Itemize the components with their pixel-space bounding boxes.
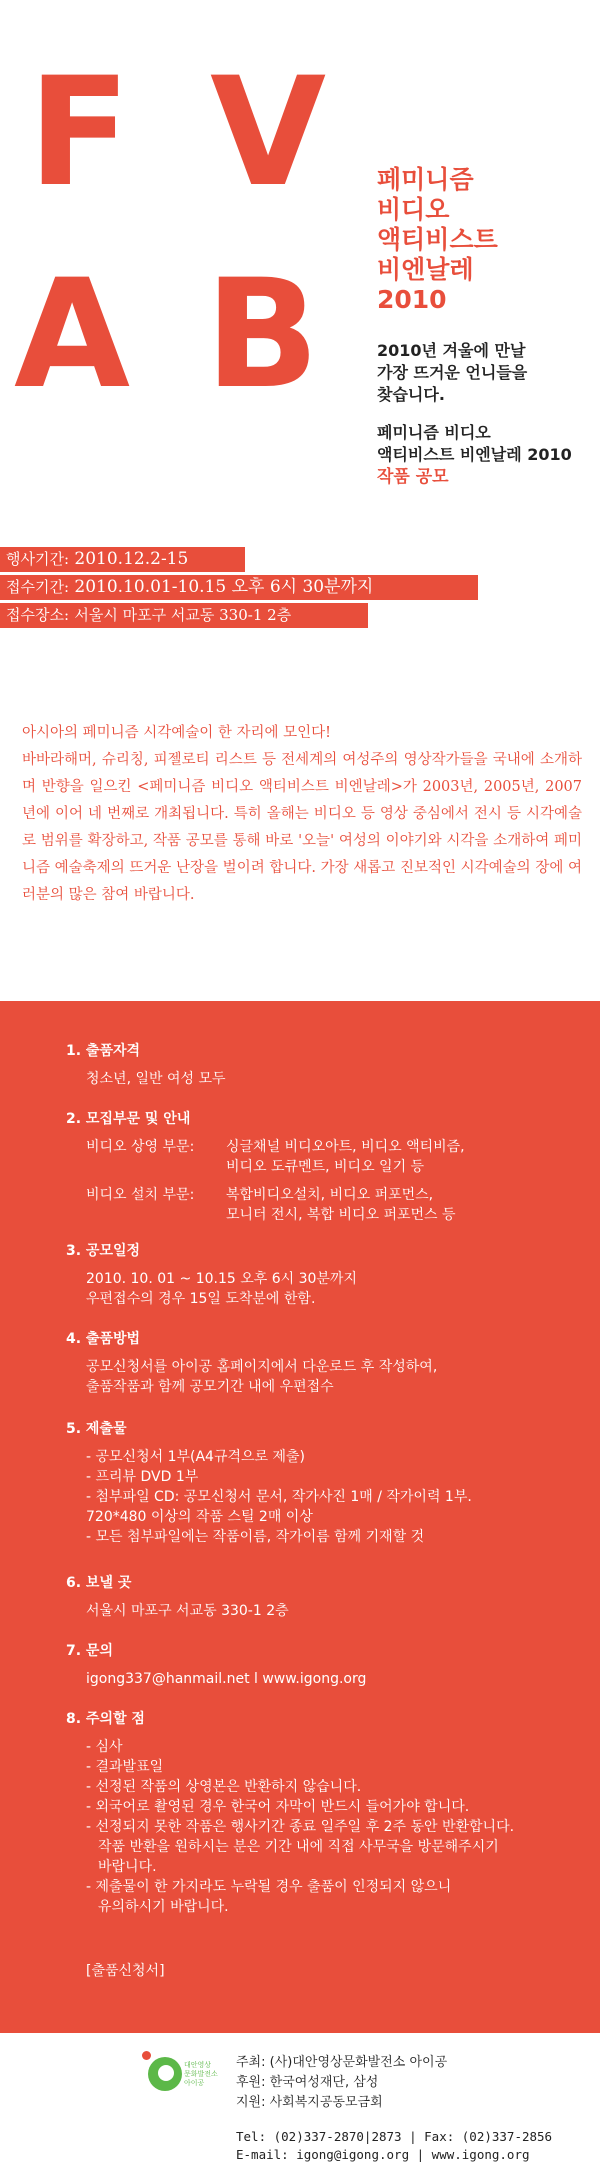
list-item: - 공모신청서 1부(A4규격으로 제출) bbox=[86, 1449, 306, 1465]
section-categories bbox=[66, 1109, 586, 1225]
host-line: 주최: (사)대안영상문화발전소 아이공 bbox=[236, 2055, 448, 2070]
guidelines-section bbox=[0, 1001, 600, 2033]
list-item: - 외국어로 촬영된 경우 한국어 자막이 반드시 들어가야 합니다. bbox=[86, 1799, 470, 1815]
submission-period-label: 접수기간: bbox=[6, 578, 70, 596]
section-body: 우편접수의 경우 15일 도착분에 한함. bbox=[86, 1291, 316, 1307]
description-lead: 아시아의 페미니즘 시각예술이 한 자리에 모인다! bbox=[22, 725, 332, 741]
festival-description bbox=[22, 720, 582, 909]
list-item: - 선정된 작품의 상영본은 반환하지 않습니다. bbox=[86, 1779, 362, 1795]
application-form-link-wrap bbox=[66, 1961, 586, 1981]
support-line: 지원: 사회복지공동모금회 bbox=[236, 2095, 383, 2110]
list-item: 720*480 이상의 작품 스틸 2매 이상 bbox=[86, 1509, 313, 1525]
intro-block bbox=[377, 340, 572, 488]
list-item: - 심사 bbox=[86, 1739, 123, 1755]
section-method bbox=[66, 1329, 586, 1397]
intro-line: 가장 뜨거운 언니들을 bbox=[377, 363, 528, 382]
section-title: 6. 보낼 곳 bbox=[66, 1575, 132, 1591]
section-title: 1. 출품자격 bbox=[66, 1043, 141, 1059]
festival-title-line: 페미니즘 bbox=[377, 165, 474, 194]
list-item: - 선정되지 못한 작품은 행사기간 종료 일주일 후 2주 동안 반환합니다. bbox=[86, 1819, 515, 1835]
list-item: 바랍니다. bbox=[98, 1859, 157, 1875]
festival-title bbox=[377, 165, 498, 315]
section-title: 4. 출품방법 bbox=[66, 1331, 141, 1347]
submission-period-bar bbox=[0, 575, 478, 600]
list-item: - 모든 첨부파일에는 작품이름, 작가이름 함께 기재할 것 bbox=[86, 1529, 425, 1545]
sponsor-line: 후원: 한국여성재단, 삼성 bbox=[236, 2075, 379, 2090]
event-period-label: 행사기간: bbox=[6, 550, 70, 568]
section-title: 3. 공모일정 bbox=[66, 1243, 141, 1259]
logo-letter-b: B bbox=[205, 248, 320, 422]
footer-contact bbox=[236, 2128, 552, 2164]
logo-letter-f: F bbox=[28, 46, 131, 220]
section-title: 5. 제출물 bbox=[66, 1421, 127, 1437]
footer bbox=[0, 2033, 600, 2178]
section-eligibility bbox=[66, 1041, 586, 1089]
list-item: - 결과발표일 bbox=[86, 1759, 164, 1775]
section-title: 7. 문의 bbox=[66, 1643, 113, 1659]
footer-organizers bbox=[236, 2053, 447, 2113]
logo-letter-a: A bbox=[14, 248, 131, 422]
intro-line: 찾습니다. bbox=[377, 385, 445, 404]
section-title: 2. 모집부문 및 안내 bbox=[66, 1111, 191, 1127]
category-label: 비디오 상영 부문: bbox=[86, 1139, 195, 1155]
festival-title-line: 비엔날레 bbox=[377, 255, 474, 284]
submission-place-bar bbox=[0, 603, 368, 628]
section-body: 서울시 마포구 서교동 330-1 2층 bbox=[86, 1603, 289, 1619]
section-body: 출품작품과 함께 공모기간 내에 우편접수 bbox=[86, 1379, 334, 1395]
submission-period-value: 2010.10.01-10.15 오후 6시 30분까지 bbox=[74, 577, 374, 597]
application-form-link[interactable]: [출품신청서] bbox=[86, 1963, 165, 1979]
section-body: 2010. 10. 01 ~ 10.15 오후 6시 30분까지 bbox=[86, 1271, 357, 1287]
section-body: 공모신청서를 아이공 홈페이지에서 다운로드 후 작성하여, bbox=[86, 1359, 438, 1375]
submission-place-value: 서울시 마포구 서교동 330-1 2층 bbox=[74, 606, 292, 624]
event-period-bar bbox=[0, 547, 245, 572]
festival-title-year: 2010 bbox=[377, 285, 447, 314]
section-submissions bbox=[66, 1419, 586, 1547]
category-label: 비디오 설치 부문: bbox=[86, 1187, 195, 1203]
submission-place-label: 접수장소: bbox=[6, 606, 70, 624]
section-schedule bbox=[66, 1241, 586, 1309]
tel-fax-line: Tel: (02)337-2870|2873 | Fax: (02)337-2856 bbox=[236, 2129, 553, 2144]
list-item: 유의하시기 바랍니다. bbox=[98, 1899, 229, 1915]
category-value: 모니터 전시, 복합 비디오 퍼포먼스 등 bbox=[226, 1207, 456, 1223]
description-body: 바바라해머, 슈리칭, 피젤로티 리스트 등 전세계의 여성주의 영상작가들을 국내에 소개하며 반향을 일으킨 <페미니즘 비디오 액티비스트 비엔날레>가 2003년, 2005년, 2007년에 이어 네 번째로 개최됩니다. 특히 올해는 비디오 등 영상 중심에서 전시 등 시각예술로 범위를 확장하고, 작품 공모를 통해 바로 '오늘' 여성의 이야기와 시각을 소개하여 페미니즘 예술축제의 뜨거운 난장을 벌이려 합니다. 가장 새롭고 진보적인 시각예술의 장에 여러분의 많은 참여 바랍니다. bbox=[22, 752, 582, 903]
section-title: 8. 주의할 점 bbox=[66, 1711, 145, 1727]
section-notes bbox=[66, 1709, 586, 1917]
list-item: - 프리뷰 DVD 1부 bbox=[86, 1469, 199, 1485]
subtitle-line: 페미니즘 비디오 bbox=[377, 423, 491, 442]
logo-letter-v: V bbox=[210, 46, 327, 220]
section-body: 청소년, 일반 여성 모두 bbox=[86, 1071, 226, 1087]
contact-link[interactable]: igong337@hanmail.net l www.igong.org bbox=[86, 1671, 367, 1687]
list-item: 작품 반환을 원하시는 분은 기간 내에 직접 사무국을 방문해주시기 bbox=[98, 1839, 499, 1855]
category-value: 싱글채널 비디오아트, 비디오 액티비즘, bbox=[226, 1139, 465, 1155]
festival-title-line: 액티비스트 bbox=[377, 225, 498, 254]
email-web-line[interactable]: E-mail: igong@igong.org | www.igong.org bbox=[236, 2147, 530, 2162]
intro-line: 2010년 겨울에 만날 bbox=[377, 341, 526, 360]
list-item: - 제출물이 한 가지라도 누락될 경우 출품이 인정되지 않으니 bbox=[86, 1879, 452, 1895]
list-item: - 첨부파일 CD: 공모신청서 문서, 작가사진 1매 / 작가이력 1부. bbox=[86, 1489, 472, 1505]
logo-text: 대안영상 문화발전소 아이공 bbox=[184, 2061, 218, 2087]
section-address bbox=[66, 1573, 586, 1621]
subtitle-line: 액티비스트 비엔날레 2010 bbox=[377, 445, 572, 464]
category-value: 복합비디오설치, 비디오 퍼포먼스, bbox=[226, 1187, 434, 1203]
logo-dot-icon bbox=[142, 2051, 151, 2060]
category-value: 비디오 도큐멘트, 비디오 일기 등 bbox=[226, 1159, 425, 1175]
call-for-entries-label: 작품 공모 bbox=[377, 467, 449, 487]
event-period-value: 2010.12.2-15 bbox=[74, 549, 189, 569]
igong-logo bbox=[140, 2047, 230, 2093]
festival-title-line: 비디오 bbox=[377, 195, 450, 224]
section-contact bbox=[66, 1641, 586, 1689]
